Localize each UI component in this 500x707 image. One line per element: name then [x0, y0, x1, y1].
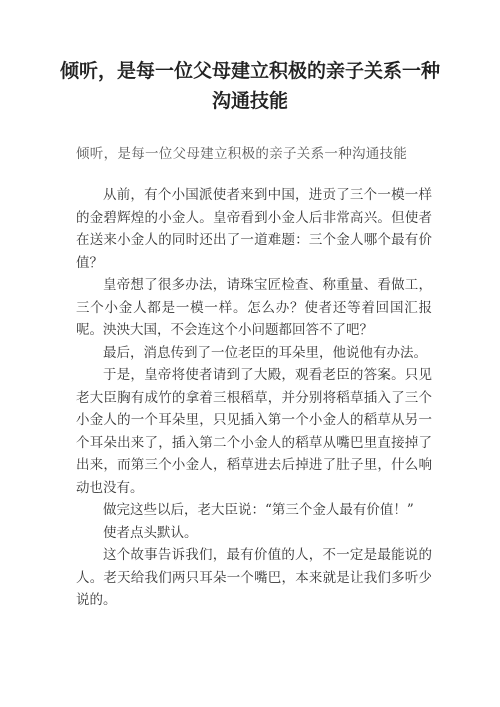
- paragraph: 这个故事告诉我们，最有价值的人，不一定是最能说的人。老天给我们两只耳朵一个嘴巴，本来就是让我们多听少说的。: [76, 547, 432, 608]
- paragraph: 从前，有个小国派使者来到中国，进贡了三个一模一样的金碧辉煌的小金人。皇帝看到小金人后非常高兴。但使者在送来小金人的同时还出了一道难题：三个金人哪个最有价值？: [76, 187, 432, 271]
- document-subtitle: 倾听，是每一位父母建立积极的亲子关系一种沟通技能: [76, 146, 408, 162]
- paragraph: 皇帝想了很多办法，请珠宝匠检查、称重量、看做工，三个小金人都是一模一样。怎么办？使者还等着回国汇报呢。泱泱大国，不会连这个小问题都回答不了吧？: [76, 277, 432, 338]
- document-title: 倾听，是每一位父母建立积极的亲子关系一种沟通技能: [60, 60, 441, 112]
- paragraph: 于是，皇帝将使者请到了大殿，观看老臣的答案。只见老大臣胸有成竹的拿着三根稻草，并分别将稻草插入了三个小金人的一个耳朵里，只见插入第一个小金人的稻草从另一个耳朵出来了，插入第二个小金人的稻草从嘴巴里直接掉了出来，而第三个小金人，稻草进去后掉进了肚子里，什么响动也没有。: [76, 367, 432, 496]
- paragraph: 做完这些以后，老大臣说：“第三个金人最有价值！”: [103, 502, 414, 518]
- paragraph: 使者点头默认。: [103, 524, 198, 541]
- document-body: [76, 184, 432, 612]
- paragraph: 最后，消息传到了一位老臣的耳朵里，他说他有办法。: [103, 344, 427, 361]
